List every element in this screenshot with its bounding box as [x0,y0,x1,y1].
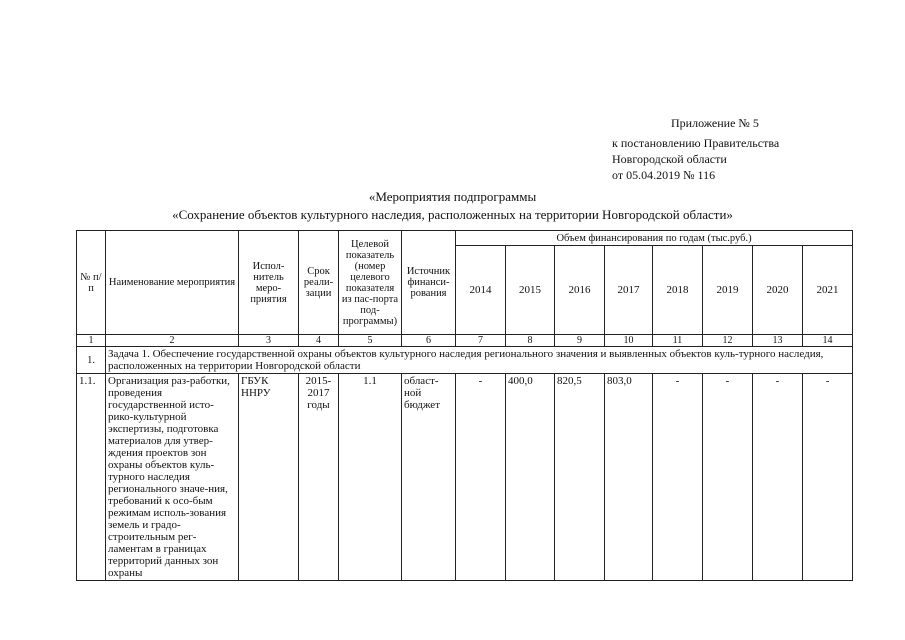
column-number: 5 [339,335,402,347]
row-source: област-ной бюджет [402,374,456,581]
column-number: 11 [653,335,703,347]
row-indicator: 1.1 [339,374,402,581]
header-source: Источник финанси-рования [402,231,456,335]
row-value-2017: 803,0 [605,374,653,581]
column-number: 12 [703,335,753,347]
column-number: 4 [299,335,339,347]
table-row [77,374,853,581]
row-value-2021: - [803,374,853,581]
row-term: 2015-2017 годы [299,374,339,581]
appendix-title [671,115,759,131]
column-number-row [77,335,853,347]
appendix-reference [612,135,779,183]
header-executor: Испол-нитель меро-приятия [239,231,299,335]
task-text: Задача 1. Обеспечение государственной охраны объектов культурного наследия регионального значения и выявленных объектов куль-турного наследия, расположенных на территории Новгородской области [106,347,853,374]
column-number: 9 [555,335,605,347]
row-num: 1.1. [77,374,106,581]
row-value-2014: - [456,374,506,581]
row-value-2016: 820,5 [555,374,605,581]
column-number: 7 [456,335,506,347]
document-title-line-2: «Сохранение объектов культурного наследия, расположенных на территории Новгородской области» [172,207,733,222]
column-number: 8 [506,335,555,347]
header-term: Срок реали-зации [299,231,339,335]
task-num: 1. [77,347,106,374]
column-number: 1 [77,335,106,347]
year-header: 2017 [605,246,653,335]
year-header: 2015 [506,246,555,335]
year-header: 2019 [703,246,753,335]
year-header: 2018 [653,246,703,335]
row-value-2015: 400,0 [506,374,555,581]
header-name: Наименование мероприятия [106,231,239,335]
year-header: 2014 [456,246,506,335]
column-number: 13 [753,335,803,347]
header-indicator: Целевой показатель (номер целевого показателя из пас-порта под-программы) [339,231,402,335]
column-number: 2 [106,335,239,347]
header-row-1 [77,231,853,246]
appendix-line-1: к постановлению Правительства [612,136,780,150]
appendix-title-text: Приложение № 5 [671,116,759,130]
task-row [77,347,853,374]
measures-table [76,230,853,581]
appendix-line-3: от 05.04.2019 № 116 [612,168,716,182]
row-value-2018: - [653,374,703,581]
year-header: 2016 [555,246,605,335]
row-value-2020: - [753,374,803,581]
column-number: 14 [803,335,853,347]
column-number: 10 [605,335,653,347]
year-header: 2021 [803,246,853,335]
document-title-line-1: «Мероприятия подпрограммы [368,189,537,204]
appendix-line-2: Новгородской области [612,152,727,166]
row-value-2019: - [703,374,753,581]
year-header: 2020 [753,246,803,335]
column-number: 6 [402,335,456,347]
row-name: Организация раз-работки, проведения государственной исто-рико-культурной экспертизы, подготовка материалов для утвер-ждения проектов зон охраны объектов куль-турного наследия регионального значе-ния, требований к осо-бым режимам исполь-зования земель и градо-строительным рег-ламентам в границах территорий данных зон охраны [106,374,239,581]
column-number: 3 [239,335,299,347]
row-executor: ГБУК ННРУ [239,374,299,581]
header-funding: Объем финансирования по годам (тыс.руб.) [456,231,853,246]
header-num: № п/п [77,231,106,335]
